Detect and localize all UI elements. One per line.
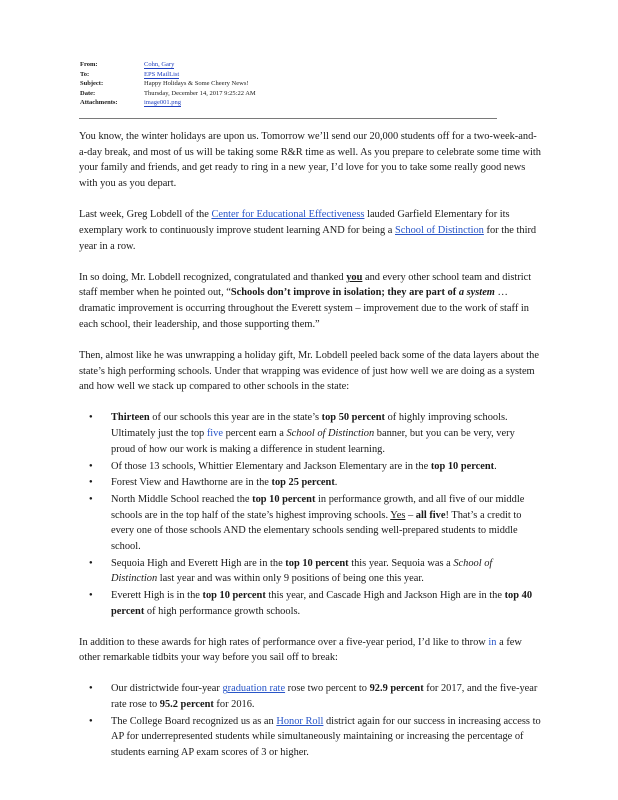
paragraph-lobdell <box>79 207 541 254</box>
from-label: From: <box>80 61 98 68</box>
email-body <box>79 129 541 776</box>
text: . <box>334 477 338 489</box>
list-item <box>111 492 541 555</box>
paragraph-quote <box>79 270 541 333</box>
bold-text: top 10 percent <box>430 460 495 472</box>
bold-text: top 10 percent <box>252 493 316 505</box>
bold-text: all five <box>415 509 446 521</box>
text: district again for our success in increasing access to AP for underrepresented students while simultaneously maintaining or increasing the percentage of students earning AP exam scores of 3 or higher. <box>111 715 541 759</box>
underlined-text: Yes <box>390 509 406 521</box>
paragraph-data-layers: Then, almost like he was unwrapping a holiday gift, Mr. Lobdell peeled back some of the data layers about the state’s high performing schools. Under that wrapping was evidence of just how well we are doing as a system and how well we stack up compared to other schools in the state: <box>79 349 539 393</box>
text: rose two percent to <box>285 683 370 695</box>
list-item <box>111 714 541 761</box>
date-label: Date: <box>80 89 96 97</box>
text: of our schools this year are in the state’s <box>149 412 322 424</box>
text: Sequoia High and Everett High are in the <box>111 557 286 569</box>
blue-text: in <box>488 636 497 648</box>
bold-text: top 25 percent <box>271 477 335 489</box>
from-value[interactable]: Cohn, Gary <box>144 61 175 68</box>
text: Of those 13 schools, Whittier Elementary and Jackson Elementary are in the <box>111 460 431 472</box>
text: banner, but you can be very, very proud of how our work is making a difference in student learning. <box>111 428 515 455</box>
highlights-list <box>79 410 541 619</box>
email-header <box>80 60 496 108</box>
text: Forest View and Hawthorne are in the <box>111 477 272 489</box>
text: ! That’s a credit to every one of those schools AND the elementary schools sending well-prepared students to middle school. <box>111 509 522 553</box>
text: North Middle School reached the <box>111 493 253 505</box>
bold-text: Thirteen <box>111 412 150 424</box>
text: percent earn a <box>222 428 287 440</box>
text: a few other remarkable tidbits your way before you sail off to break: <box>79 636 522 664</box>
text: last year and was within only 9 positions of being one this year. <box>157 573 424 585</box>
list-item <box>111 459 541 475</box>
text: Everett High is in the <box>111 590 203 602</box>
italic-text: School of Distinction <box>111 557 493 585</box>
list-item <box>111 681 541 712</box>
list-item <box>111 410 541 457</box>
text: of high performance growth schools. <box>144 605 301 617</box>
text: In addition to these awards for high rates of performance over a five-year period, I’d like to throw <box>79 636 489 648</box>
quote-bold-italic: a system <box>458 287 495 299</box>
bold-text: top 10 percent <box>285 557 349 569</box>
emphasis-you: you <box>346 271 363 283</box>
text: The College Board recognized us as an <box>111 715 277 727</box>
text: in performance growth, and all five of our middle schools are in the top half of the state’s highest improving schools. <box>111 493 525 521</box>
date-value: Thursday, December 14, 2017 9:25:22 AM <box>144 89 256 97</box>
blue-text: five <box>206 428 223 440</box>
subject-label: Subject: <box>80 80 104 88</box>
header-divider <box>79 118 497 119</box>
subject-value: Happy Holidays & Some Cheery News! <box>144 80 249 88</box>
text: of highly improving schools. Ultimately just the top <box>111 412 508 440</box>
to-value[interactable]: EPS MailList <box>144 70 180 78</box>
to-row <box>80 70 496 80</box>
paragraph-intro: You know, the winter holidays are upon us. Tomorrow we’ll send our 20,000 students off for a two-week-and-a-day break, and most of us will be taking some R&R time as well. As you prepare to celebrate some time with your family and friends, and get ready to ring in a new year, I’d love for you to take some really good news with you as you depart. <box>79 131 541 190</box>
from-row <box>80 60 496 70</box>
school-of-distinction-link[interactable]: School of Distinction <box>394 224 484 236</box>
tidbits-list <box>79 681 541 761</box>
bold-text: top 10 percent <box>202 590 266 602</box>
italic-text: School of Distinction <box>286 428 375 440</box>
attachments-row <box>80 98 496 108</box>
paragraph-tidbits <box>79 635 541 666</box>
bold-text: top 50 percent <box>321 412 385 424</box>
text: lauded Garfield Elementary for its exemplary work to continuously improve student learning AND for being a <box>79 209 510 236</box>
list-item <box>111 588 541 619</box>
bold-text: top 40 percent <box>111 590 533 617</box>
text: and every other school team and district staff member when he pointed out, “ <box>79 271 532 299</box>
text: Last week, Greg Lobdell of the <box>79 209 212 221</box>
text: In so doing, Mr. Lobdell recognized, congratulated and thanked <box>79 271 347 283</box>
honor-roll-link[interactable]: Honor Roll <box>276 715 324 727</box>
bold-text: 95.2 percent <box>159 699 214 711</box>
list-item <box>111 475 541 491</box>
list-item <box>111 556 541 587</box>
graduation-rate-link[interactable]: graduation rate <box>222 683 286 695</box>
text: this year. Sequoia was a <box>348 557 454 569</box>
text: . <box>494 460 497 472</box>
attachments-label: Attachments: <box>80 99 118 107</box>
text: …dramatic improvement is occurring throughout the Everett system – improvement due to the work of staff in each school, their leadership, and those supporting them.” <box>79 287 529 330</box>
text: for 2016. <box>213 699 255 711</box>
date-row <box>80 89 496 99</box>
text: this year, and Cascade High and Jackson High are in the <box>265 590 505 602</box>
to-label: To: <box>80 70 90 78</box>
text: Our districtwide four-year <box>111 683 223 695</box>
attachment-link[interactable]: image001.png <box>144 99 182 107</box>
text: – <box>405 509 416 521</box>
subject-row <box>80 79 496 89</box>
quote-bold: Schools don’t improve in isolation; they are part of <box>230 287 459 299</box>
text: for 2017, and the five-year rate rose to <box>111 683 538 711</box>
bold-text: 92.9 percent <box>369 683 424 695</box>
cee-link[interactable]: Center for Educational Effectiveness <box>211 209 365 221</box>
text: for the third year in a row. <box>79 224 537 252</box>
